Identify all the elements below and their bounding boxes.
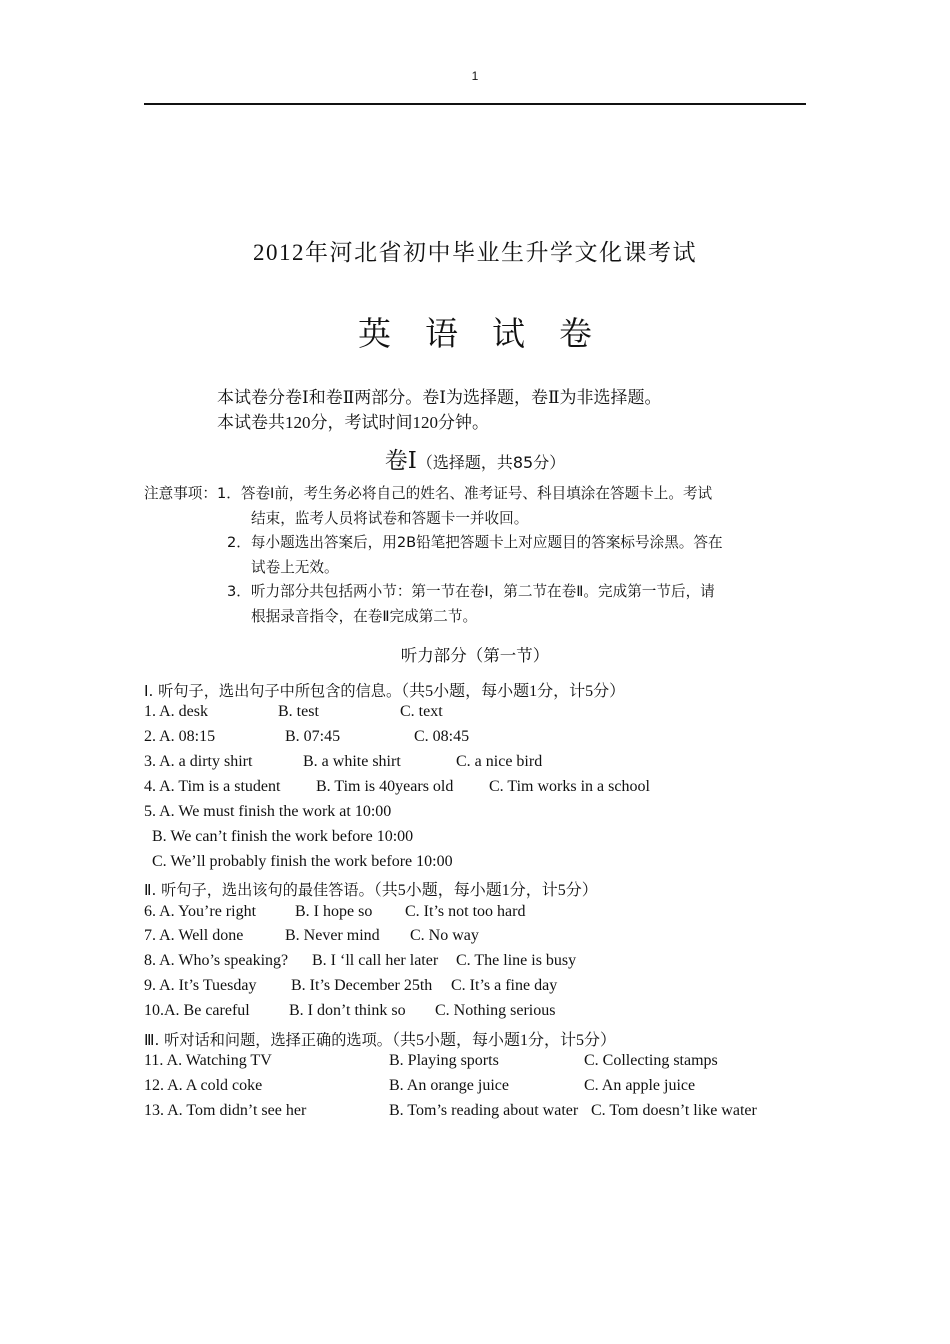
paper-heading [0,442,950,475]
option-c: C. It’s a fine day [451,977,558,994]
option-c: C. The line is busy [456,952,577,969]
part3-heading-text: Ⅲ. 听对话和问题，选择正确的选项。 [144,1031,392,1049]
option-c: C. Tom doesn’t like water [591,1102,757,1119]
option-a: 2. A. 08:15 [144,728,216,745]
option-a: 7. A. Well done [144,927,244,944]
option-b: B. 07:45 [285,728,341,745]
section-heading: 听力部分（第一节） [400,646,550,665]
page-number: 1 [471,69,479,83]
paper-heading-main: 卷Ⅰ [384,448,417,473]
intro-line-1: 本试卷分卷Ⅰ和卷Ⅱ两部分。卷Ⅰ为选择题，卷Ⅱ为非选择题。 [217,388,662,407]
header-rule [144,103,806,105]
part3-heading-paren: （共5小题，每小题1分，计5分） [391,1032,616,1049]
note-line: 注意事项：1．答卷Ⅰ前，考生务必将自己的姓名、准考证号、科目填涂在答题卡上。考试 [144,485,713,502]
option-b: B. I don’t think so [289,1002,406,1019]
option-b: B. It’s December 25th [291,977,433,994]
option-b: B. I ‘ll call her later [312,952,439,969]
option-a: 13. A. Tom didn’t see her [144,1102,307,1119]
part1-heading [144,678,625,701]
option-b: B. Never mind [285,927,380,944]
option-a: 8. A. Who’s speaking? [144,952,289,969]
part1-heading-text: Ⅰ. 听句子，选出句子中所包含的信息。 [144,682,402,700]
option-b: B. I hope so [295,903,373,920]
option-a: 5. A. We must finish the work at 10:00 [144,803,392,820]
option-c: C. Nothing serious [435,1002,556,1019]
option-b: B. We can’t finish the work before 10:00 [152,828,414,845]
option-c: C. It’s not too hard [405,903,526,920]
subject-title: 英语试卷 [358,314,626,353]
option-b: B. An orange juice [389,1077,509,1094]
option-a: 10.A. Be careful [144,1002,250,1019]
paper-heading-sub: （选择题，共85分） [416,453,566,472]
note-line: 2．每小题选出答案后，用2B铅笔把答题卡上对应题目的答案标号涂黑。答在 [227,534,723,551]
option-a: 9. A. It’s Tuesday [144,977,257,994]
option-c: C. a nice bird [456,753,543,770]
option-c: C. An apple juice [584,1077,696,1094]
option-a: 11. A. Watching TV [144,1052,272,1069]
option-c: C. No way [410,927,479,944]
part1-heading-paren: （共5小题，每小题1分，计5分） [401,683,626,700]
note-line: 3．听力部分共包括两小节：第一节在卷Ⅰ，第二节在卷Ⅱ。完成第一节后，请 [227,583,715,600]
option-c: C. Collecting stamps [584,1052,718,1069]
option-b: B. test [278,703,319,720]
option-c: C. text [400,703,443,720]
note-line: 结束，监考人员将试卷和答题卡一并收回。 [251,509,529,527]
option-a: 4. A. Tim is a student [144,778,281,795]
option-c: C. We’ll probably finish the work before 10:00 [152,853,453,870]
option-a: 1. A. desk [144,703,208,720]
intro-line-2: 本试卷共120分，考试时间120分钟。 [217,413,489,432]
option-b: B. Playing sports [389,1052,499,1069]
option-c: C. 08:45 [414,728,470,745]
option-a: 3. A. a dirty shirt [144,753,253,770]
part3-heading [144,1027,616,1050]
option-a: 6. A. You’re right [144,903,257,920]
option-b: B. Tom’s reading about water [389,1102,579,1119]
part2-heading-text: Ⅱ. 听句子，选出该句的最佳答语。 [144,881,374,899]
option-b: B. a white shirt [303,753,401,770]
note-line: 根据录音指令，在卷Ⅱ完成第二节。 [251,607,478,625]
notes [144,482,808,629]
part2-heading-paren: （共5小题，每小题1分，计5分） [373,882,598,899]
option-a: 12. A. A cold coke [144,1077,263,1094]
option-b: B. Tim is 40years old [316,778,454,795]
exam-title: 2012年河北省初中毕业生升学文化课考试 [253,240,697,265]
note-line: 试卷上无效。 [251,558,339,576]
part2-heading [144,877,598,900]
option-c: C. Tim works in a school [489,778,650,795]
